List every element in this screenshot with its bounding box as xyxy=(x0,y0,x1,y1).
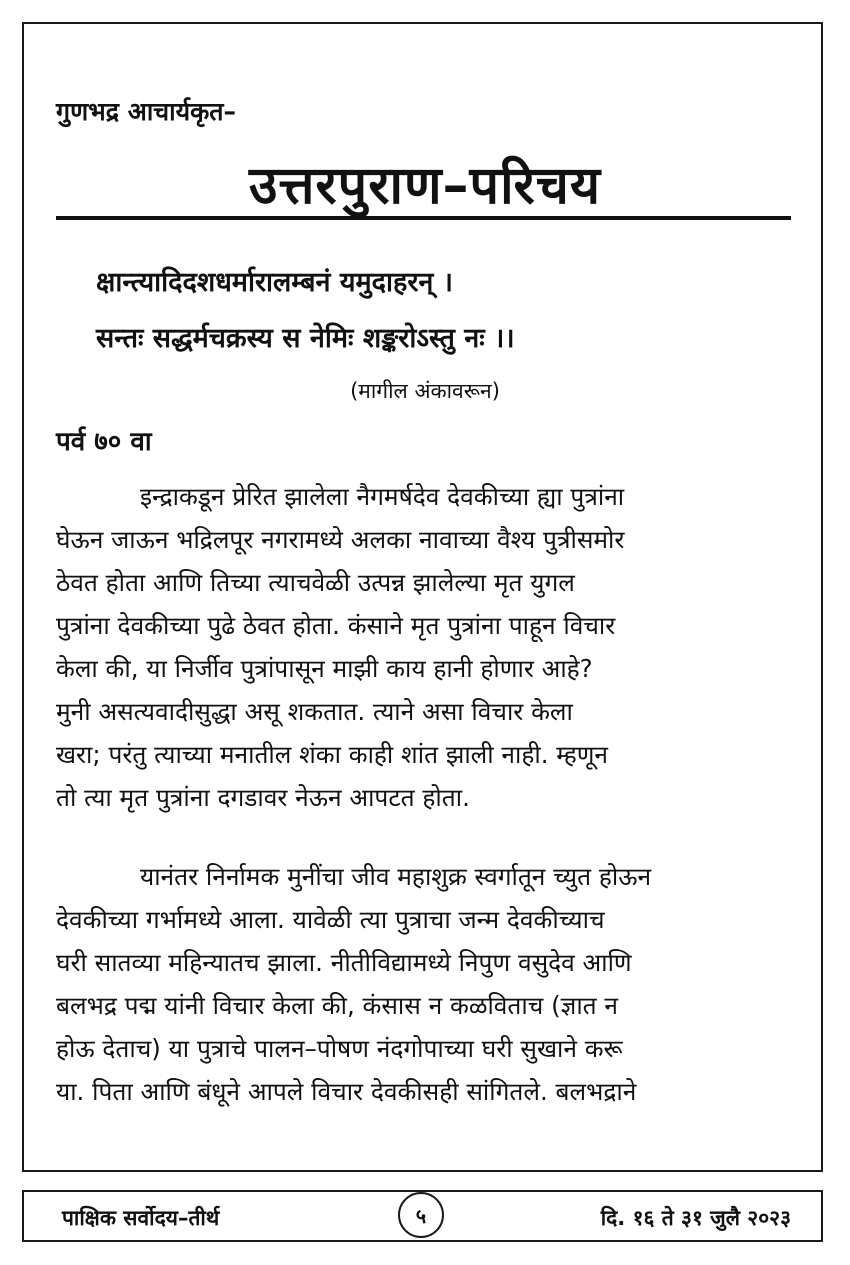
paragraph-1-line: पुत्रांना देवकीच्या पुढे ठेवत होता. कंसाने मृत पुत्रांना पाहून विचार xyxy=(56,611,616,640)
paragraph-2-line: देवकीच्या गर्भामध्ये आला. यावेळी त्या पुत्राचा जन्म देवकीच्याच xyxy=(56,905,605,934)
paragraph-2-line: घरी सातव्या महिन्यातच झाला. नीतीविद्यामध्ये निपुण वसुदेव आणि xyxy=(56,948,632,977)
paragraph-1-line: खरा; परंतु त्याच्या मनातील शंका काही शांत झाली नाही. म्हणून xyxy=(56,740,609,769)
paragraph-2-line: बलभद्र पद्म यांनी विचार केला की, कंसास न कळविताच (ज्ञात न xyxy=(56,991,619,1020)
paragraph-1-line: केला की, या निर्जीव पुत्रांपासून माझी काय हानी होणार आहे? xyxy=(56,654,593,683)
paragraph-2-line: यानंतर निर्नामक मुनींचा जीव महाशुक्र स्वर्गातून च्युत होऊन xyxy=(140,862,652,891)
page-subtitle: गुणभद्र आचार्यकृत– xyxy=(56,97,237,126)
section-heading: पर्व ७० वा xyxy=(56,427,152,457)
issue-date: दि. १६ ते ३१ जुलै २०२३ xyxy=(600,1206,791,1230)
page-title: उत्तरपुराण–परिचय xyxy=(248,156,602,216)
title-divider xyxy=(56,216,791,220)
paragraph-1-line: मुनी असत्यवादीसुद्धा असू शकतात. त्याने असा विचार केला xyxy=(56,697,573,726)
continuation-note: (मागील अंकावरून) xyxy=(350,379,500,403)
paragraph-2-line: होऊ देताच) या पुत्राचे पालन–पोषण नंदगोपाच्या घरी सुखाने करू xyxy=(56,1034,623,1063)
verse-line-1: क्षान्त्यादिदशधर्मारालम्बनं यमुदाहरन् । xyxy=(96,267,454,298)
paragraph-1-line: घेऊन जाऊन भद्रिलपूर नगरामध्ये अलका नावाच्या वैश्य पुत्रीसमोर xyxy=(56,525,625,554)
paragraph-1-line: ठेवत होता आणि तिच्या त्याचवेळी उत्पन्न झालेल्या मृत युगल xyxy=(56,568,575,597)
page-number: ५ xyxy=(398,1192,444,1238)
paragraph-1-line: तो त्या मृत पुत्रांना दगडावर नेऊन आपटत होता. xyxy=(56,783,470,812)
paragraph-1-line: इन्द्राकडून प्रेरित झालेला नैगमर्षदेव देवकीच्या ह्या पुत्रांना xyxy=(140,482,625,511)
publication-name: पाक्षिक सर्वोदय–तीर्थ xyxy=(62,1206,220,1230)
verse-line-2: सन्तः सद्धर्मचक्रस्य स नेमिः शङ्करोऽस्तु नः ।। xyxy=(96,323,515,354)
paragraph-2-line: या. पिता आणि बंधूने आपले विचार देवकीसही सांगितले. बलभद्राने xyxy=(56,1077,637,1106)
